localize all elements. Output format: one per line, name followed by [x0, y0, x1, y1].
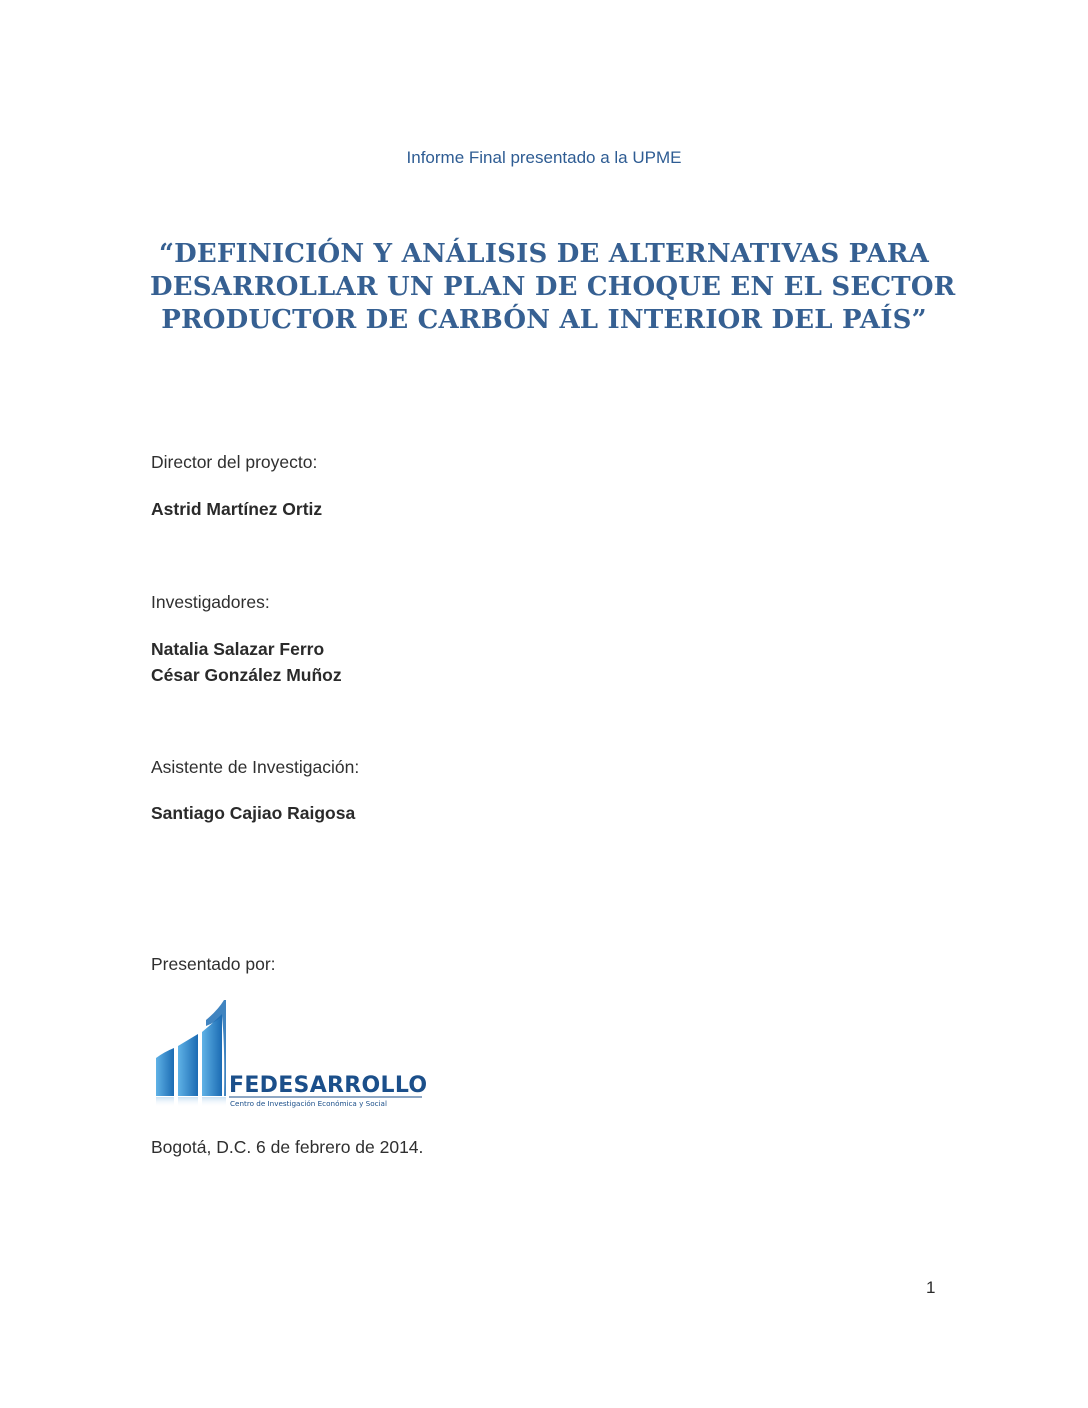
logo-wordmark: FEDESARROLLO	[229, 1073, 428, 1098]
investigators-label: Investigadores:	[151, 592, 270, 612]
logo-bar-2	[178, 1034, 198, 1096]
presented-by-label: Presentado por:	[151, 954, 276, 974]
report-title	[150, 238, 956, 337]
report-title-line-1: “DEFINICIÓN Y ANÁLISIS DE ALTERNATIVAS PARA	[158, 239, 930, 269]
logo-tagline: Centro de Investigación Económica y Social	[230, 1099, 387, 1108]
report-title-line-3: PRODUCTOR DE CARBÓN AL INTERIOR DEL PAÍS”	[161, 305, 927, 335]
investigator-name-1: Natalia Salazar Ferro	[151, 639, 325, 659]
director-label: Director del proyecto:	[151, 452, 318, 472]
logo-bar-3	[202, 1014, 222, 1096]
fedesarrollo-logo-graphic	[152, 996, 432, 1112]
logo-bar-1	[156, 1048, 174, 1096]
director-name: Astrid Martínez Ortiz	[151, 499, 323, 519]
report-subtitle: Informe Final presentado a la UPME	[406, 148, 682, 167]
fedesarrollo-logo	[152, 996, 432, 1112]
report-date: Bogotá, D.C. 6 de febrero de 2014.	[151, 1137, 424, 1157]
assistant-label: Asistente de Investigación:	[151, 757, 360, 777]
report-title-line-2: DESARROLLAR UN PLAN DE CHOQUE EN EL SECTOR	[150, 272, 956, 302]
assistant-name: Santiago Cajiao Raigosa	[151, 803, 356, 823]
investigator-name-2: César González Muñoz	[151, 665, 342, 685]
page-number: 1	[926, 1278, 936, 1297]
